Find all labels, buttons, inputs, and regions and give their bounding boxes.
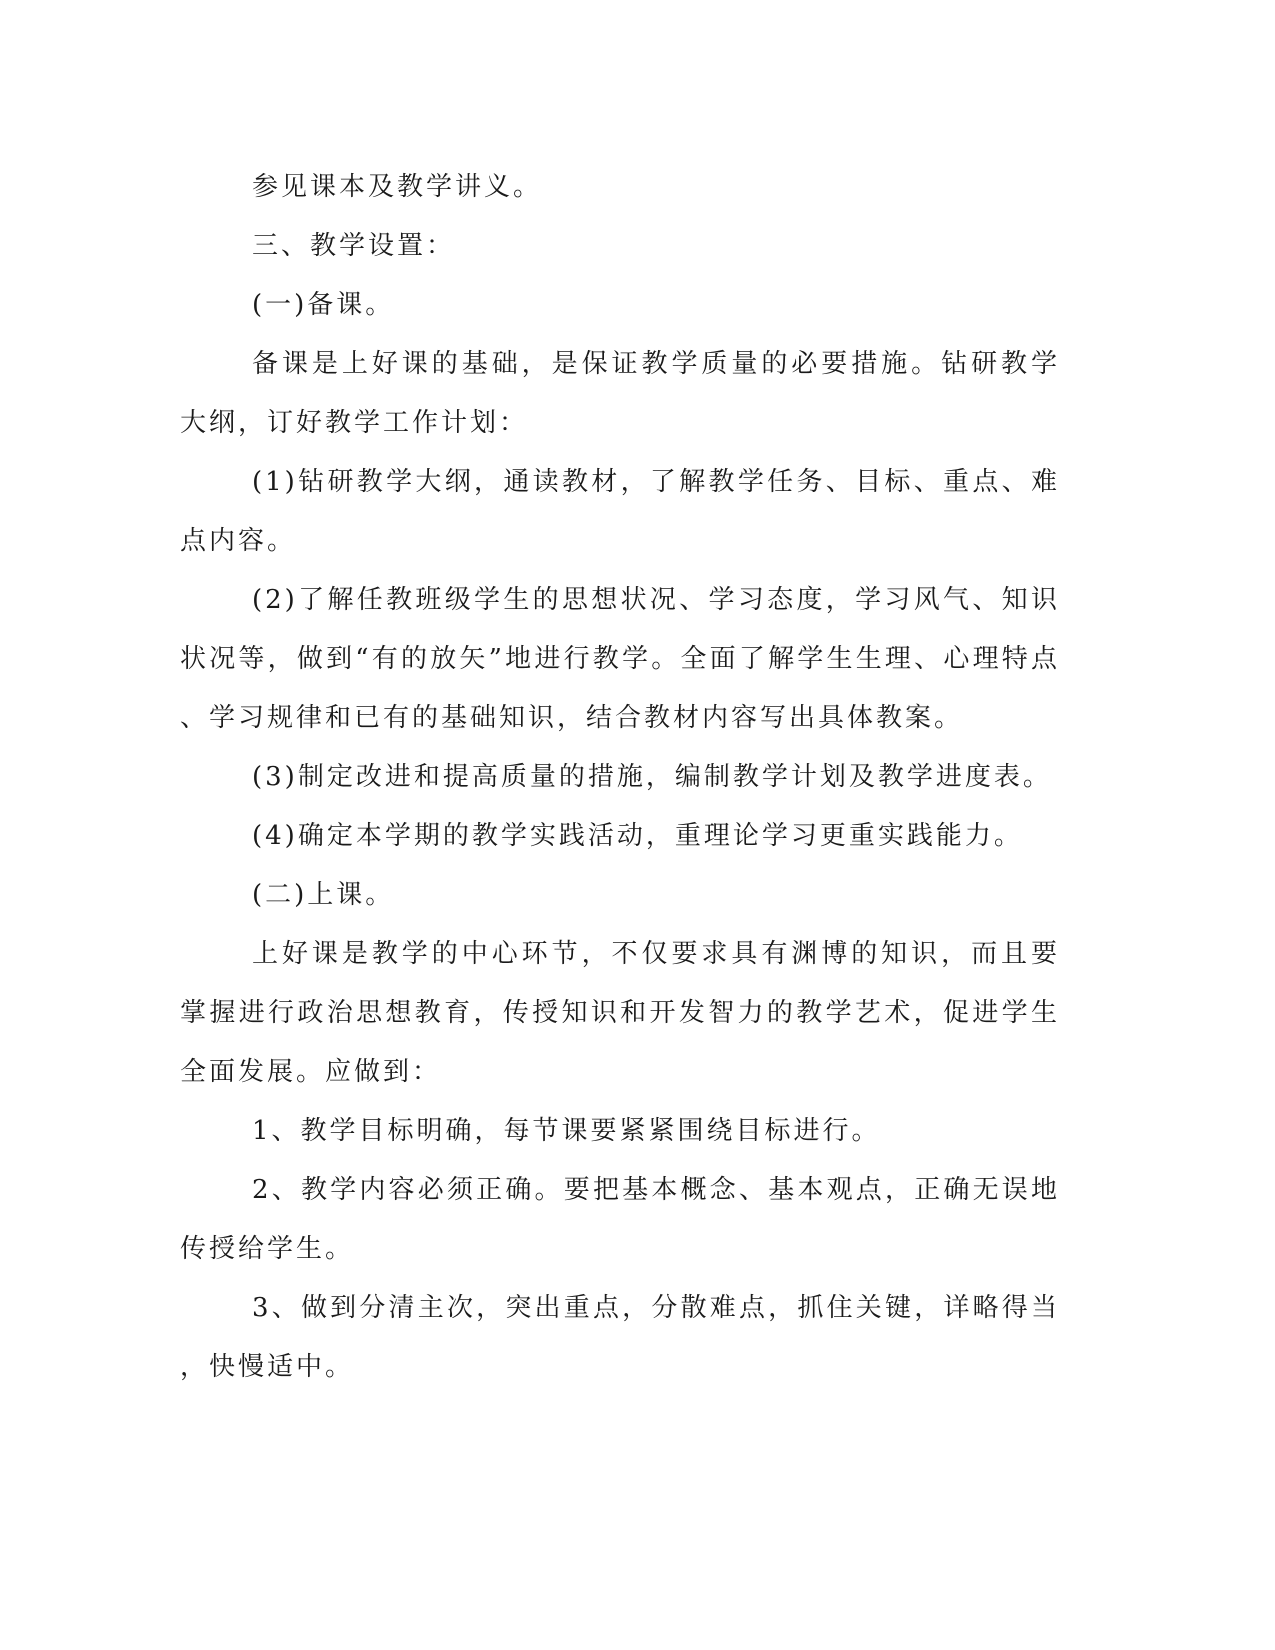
document-body (180, 158, 1060, 1397)
list-item-prep-3: (3)制定改进和提高质量的措施，编制教学计划及教学进度表。 (252, 762, 1052, 792)
list-item-class-2: 2、教学内容必须正确。要把基本概念、基本观点，正确无误地传授给学生。 (180, 1175, 1060, 1264)
paragraph-class-intro: 上好课是教学的中心环节，不仅要求具有渊博的知识，而且要掌握进行政治思想教育，传授知识和开发智力的教学艺术，促进学生全面发展。应做到： (180, 939, 1060, 1087)
paragraph-reference: 参见课本及教学讲义。 (252, 172, 543, 202)
subheading-class: (二)上课。 (252, 880, 395, 910)
subheading-lesson-prep: (一)备课。 (252, 290, 395, 320)
list-item-prep-4: (4)确定本学期的教学实践活动，重理论学习更重实践能力。 (252, 821, 1023, 851)
list-item-class-1: 1、教学目标明确，每节课要紧紧围绕目标进行。 (252, 1116, 881, 1146)
list-item-prep-2: (2)了解任教班级学生的思想状况、学习态度，学习风气、知识状况等，做到“有的放矢”地进行教学。全面了解学生生理、心理特点、学习规律和已有的基础知识，结合教材内容写出具体教案。 (180, 585, 1060, 733)
list-item-prep-1: (1)钻研教学大纲，通读教材，了解教学任务、目标、重点、难点内容。 (180, 467, 1060, 556)
heading-teaching-setup: 三、教学设置： (252, 231, 456, 261)
paragraph-lesson-prep-intro: 备课是上好课的基础，是保证教学质量的必要措施。钻研教学大纲，订好教学工作计划： (180, 349, 1060, 438)
list-item-class-3: 3、做到分清主次，突出重点，分散难点，抓住关键，详略得当，快慢适中。 (180, 1293, 1060, 1382)
